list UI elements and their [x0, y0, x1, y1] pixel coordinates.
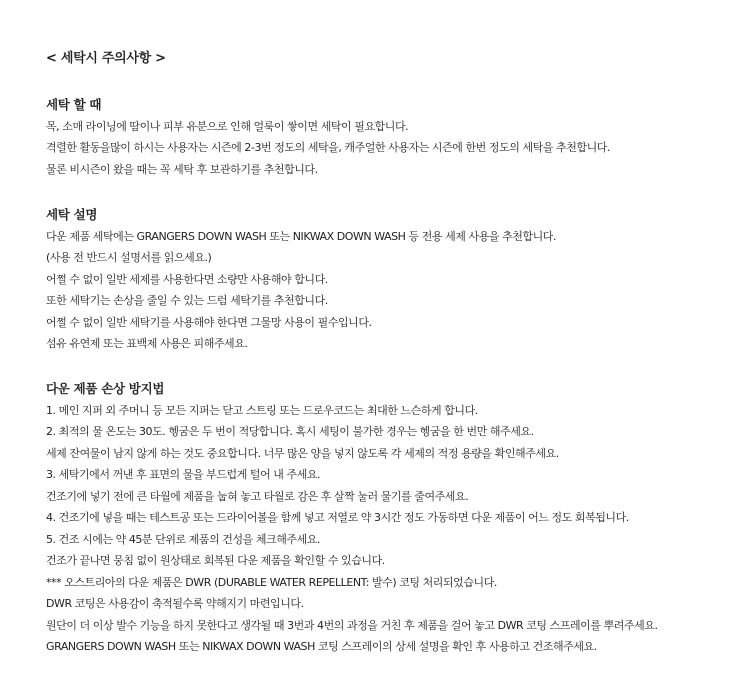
page-title: < 세탁시 주의사항 > — [46, 51, 166, 66]
paragraph-line: *** 오스트리아의 다운 제품은 DWR (DURABLE WATER REPELLENT: 발수) 코팅 처리되었습니다. — [46, 575, 497, 589]
paragraph-line: 1. 메인 지퍼 외 주머니 등 모든 지퍼는 닫고 스트링 또는 드로우코드는 최대한 느슨하게 합니다. — [46, 403, 478, 417]
paragraph-line: 건조기에 넣기 전에 큰 타월에 제품을 눕혀 놓고 타월로 감은 후 살짝 눌러 물기를 줄여주세요. — [46, 489, 469, 503]
paragraph-line: 섬유 유연제 또는 표백제 사용은 피해주세요. — [46, 337, 248, 350]
section-heading: 세탁 설명 — [46, 207, 98, 222]
paragraph-line: 어쩔 수 없이 일반 세탁기를 사용해야 한다면 그물망 사용이 필수입니다. — [46, 315, 372, 329]
paragraph-line: 목, 소매 라이닝에 땀이나 피부 유분으로 인해 얼룩이 쌓이면 세탁이 필요합니다. — [46, 119, 409, 133]
paragraph-line: 세제 잔여물이 남지 않게 하는 것도 중요합니다. 너무 많은 양을 넣지 않도록 각 세제의 적정 용량을 확인해주세요. — [46, 446, 559, 460]
paragraph-line: 건조가 끝나면 뭉침 없이 원상태로 회복된 다운 제품을 확인할 수 있습니다. — [46, 554, 385, 567]
paragraph-line: (사용 전 반드시 설명서를 읽으세요.) — [46, 251, 212, 264]
paragraph-line: 또한 세탁기는 손상을 줄일 수 있는 드럼 세탁기를 추천합니다. — [46, 294, 328, 307]
section-when-to-wash — [46, 94, 610, 180]
paragraph-line: 물론 비시즌이 왔을 때는 꼭 세탁 후 보관하기를 추천합니다. — [46, 162, 318, 176]
paragraph-line: 원단이 더 이상 발수 기능을 하지 못한다고 생각될 때 3번과 4번의 과정을 거친 후 제품을 걸어 놓고 DWR 코팅 스프레이를 뿌려주세요. — [46, 618, 658, 632]
paragraph-line: 2. 최적의 물 온도는 30도. 헹굼은 두 번이 적당합니다. 혹시 세팅이 불가한 경우는 헹굼을 한 번만 해주세요. — [46, 425, 534, 438]
section-wash-instructions — [46, 204, 556, 355]
paragraph-line: 격렬한 활동을많이 하시는 사용자는 시즌에 2-3번 정도의 세탁을, 캐주얼한 사용자는 시즌에 한번 정도의 세탁을 추천합니다. — [46, 141, 610, 154]
paragraph-line: 5. 건조 시에는 약 45분 단위로 제품의 건성을 체크해주세요. — [46, 532, 320, 546]
paragraph-line: 3. 세탁기에서 꺼낸 후 표면의 물을 부드럽게 털어 내 주세요. — [46, 468, 321, 481]
paragraph-line: 4. 건조기에 넣을 때는 테스트공 또는 드라이어볼을 함께 넣고 저열로 약 3시간 정도 가동하면 다운 제품이 어느 정도 회복됩니다. — [46, 511, 629, 524]
section-heading: 다운 제품 손상 방지법 — [46, 381, 165, 396]
paragraph-line: 다운 제품 세탁에는 GRANGERS DOWN WASH 또는 NIKWAX DOWN WASH 등 전용 세제 사용을 추천합니다. — [46, 229, 557, 243]
section-damage-prevention — [46, 378, 658, 658]
paragraph-line: DWR 코팅은 사용감이 축적될수록 약해지기 마련입니다. — [46, 597, 304, 610]
section-heading: 세탁 할 때 — [46, 97, 102, 112]
paragraph-line: GRANGERS DOWN WASH 또는 NIKWAX DOWN WASH 코팅 스프레이의 상세 설명을 확인 후 사용하고 건조해주세요. — [46, 640, 597, 653]
paragraph-line: 어쩔 수 없이 일반 세제를 사용한다면 소량만 사용해야 합니다. — [46, 272, 328, 286]
